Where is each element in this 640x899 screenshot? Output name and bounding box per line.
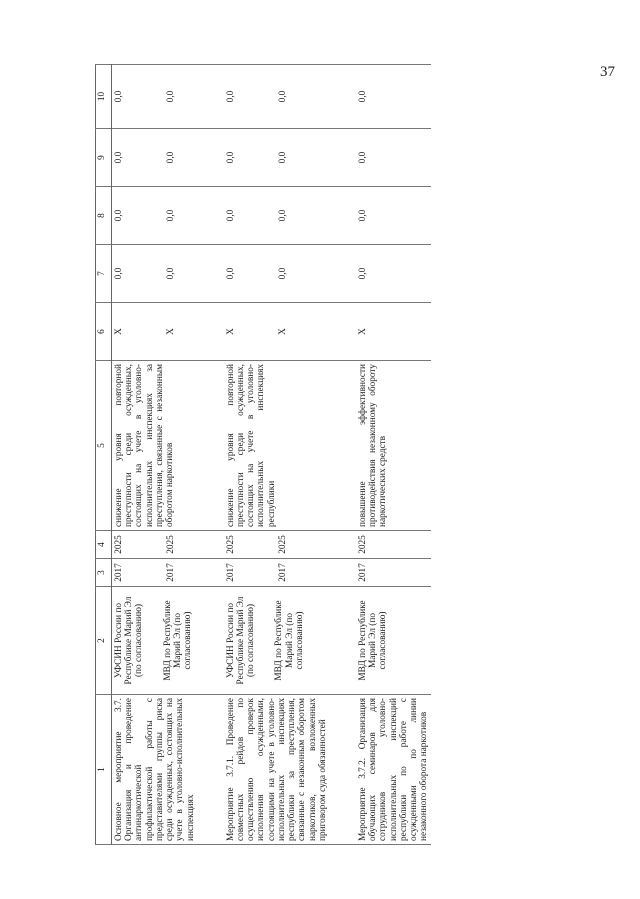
- executor: [356, 587, 432, 695]
- end-year-primary: 2025: [225, 535, 236, 554]
- end-year: 2025: [356, 531, 432, 559]
- end-year: [112, 531, 198, 559]
- start-year-secondary: 2017: [166, 563, 177, 582]
- col6-primary: X: [225, 328, 236, 335]
- col10-secondary: 0,0: [166, 90, 177, 103]
- col6-value: [112, 303, 198, 361]
- header-row: [96, 65, 112, 845]
- col7-value: 0,0: [356, 245, 432, 303]
- executor-primary: УФСИН России по Республике Марий Эл (по согласованию): [114, 596, 145, 685]
- end-year-secondary: 2025: [277, 535, 288, 554]
- column-header: 2: [96, 587, 112, 695]
- col9-secondary: 0,0: [277, 151, 288, 164]
- start-year-secondary: 2017: [277, 563, 288, 582]
- end-year: [224, 531, 330, 559]
- col7-primary: 0,0: [225, 267, 236, 280]
- table-row: [112, 65, 198, 845]
- col8-primary: 0,0: [225, 209, 236, 222]
- col8-secondary: 0,0: [277, 209, 288, 222]
- col10-value: [112, 65, 198, 129]
- col10-primary: 0,0: [225, 90, 236, 103]
- col8-value: 0,0: [356, 187, 432, 245]
- column-header: 8: [96, 187, 112, 245]
- row-gap: [198, 65, 224, 845]
- col8-value: [112, 187, 198, 245]
- expected-result: снижение уровня повторной преступности среди осужденных, состоящих на учете в уголовно-исполнительных инспекциях за преступления, связанные с незаконным оборотом наркотиков: [112, 361, 198, 531]
- col6-secondary: X: [166, 328, 177, 335]
- executor-primary: МВД по Республике Марий Эл (по согласованию): [357, 600, 389, 681]
- column-header: 5: [96, 361, 112, 531]
- col9-primary: 0,0: [114, 151, 124, 164]
- measure-name: Мероприятие 3.7.2. Организация обучающих семинаров для сотрудников уголовно-исполнительных инспекций республики по работе с осужденными по линии незаконного оборота наркотиков: [356, 695, 432, 845]
- col6-secondary: X: [277, 328, 288, 335]
- col9-secondary: 0,0: [166, 151, 177, 164]
- expected-result: повышение эффективности противодействия незаконному обороту наркотических средств: [356, 361, 432, 531]
- col6-value: X: [356, 303, 432, 361]
- row-gap: [330, 65, 356, 845]
- col8-primary: 0,0: [114, 209, 124, 222]
- end-year-secondary: 2025: [166, 535, 177, 554]
- start-year-primary: 2017: [225, 563, 236, 582]
- col10-secondary: 0,0: [277, 90, 288, 103]
- expected-result: снижение уровня повторной преступности среди осужденных, состоящих на учете в уголовно-исполнительных инспекциях республики: [224, 361, 330, 531]
- col7-value: [112, 245, 198, 303]
- col10-primary: 0,0: [114, 90, 124, 103]
- col8-value: [224, 187, 330, 245]
- col7-primary: 0,0: [114, 267, 124, 280]
- column-header: 3: [96, 559, 112, 587]
- column-header: 4: [96, 531, 112, 559]
- measure-name: Основное мероприятие 3.7. Организация и проведение антинаркотической профилактической работы с представителями группы риска среди осужденных, состоящих на учете в уголовно-исполнительных инспекциях: [112, 695, 198, 845]
- column-header: 9: [96, 129, 112, 187]
- start-year: [224, 559, 330, 587]
- executor-primary: УФСИН России по Республике Марий Эл (по согласованию): [225, 596, 257, 685]
- start-year: [112, 559, 198, 587]
- col10-value: 0,0: [356, 65, 432, 129]
- column-header: 10: [96, 65, 112, 129]
- page-number: 37: [600, 64, 615, 80]
- col7-secondary: 0,0: [277, 267, 288, 280]
- start-year: 2017: [356, 559, 432, 587]
- col7-value: [224, 245, 330, 303]
- col7-secondary: 0,0: [166, 267, 177, 280]
- column-header: 7: [96, 245, 112, 303]
- col6-primary: X: [114, 328, 124, 335]
- col9-value: [112, 129, 198, 187]
- table-row: [356, 65, 432, 845]
- col9-value: [224, 129, 330, 187]
- table-row: [224, 65, 330, 845]
- column-header: 6: [96, 303, 112, 361]
- executor: [112, 587, 198, 695]
- column-header: 1: [96, 695, 112, 845]
- col8-secondary: 0,0: [166, 209, 177, 222]
- executor-secondary: МВД по Республике Марий Эл (по согласованию): [274, 600, 305, 681]
- executor-secondary: МВД по Республике Марий Эл (по согласованию): [162, 600, 194, 681]
- end-year-primary: 2025: [114, 535, 124, 554]
- col6-value: [224, 303, 330, 361]
- col9-primary: 0,0: [225, 151, 236, 164]
- rotated-table-container: [95, 65, 605, 845]
- start-year-primary: 2017: [114, 563, 124, 582]
- col9-value: 0,0: [356, 129, 432, 187]
- program-table: [95, 64, 431, 845]
- measure-name: Мероприятие 3.7.1. Проведение совместных рейдов по осуществлению проверок исполнения осужденными, состоящими на учете в уголовно-исполнительных инспекциях республики за преступления, связанные с незаконным оборотом наркотиков, возложенных приговором суда обязанностей: [224, 695, 330, 845]
- executor: [224, 587, 330, 695]
- col10-value: [224, 65, 330, 129]
